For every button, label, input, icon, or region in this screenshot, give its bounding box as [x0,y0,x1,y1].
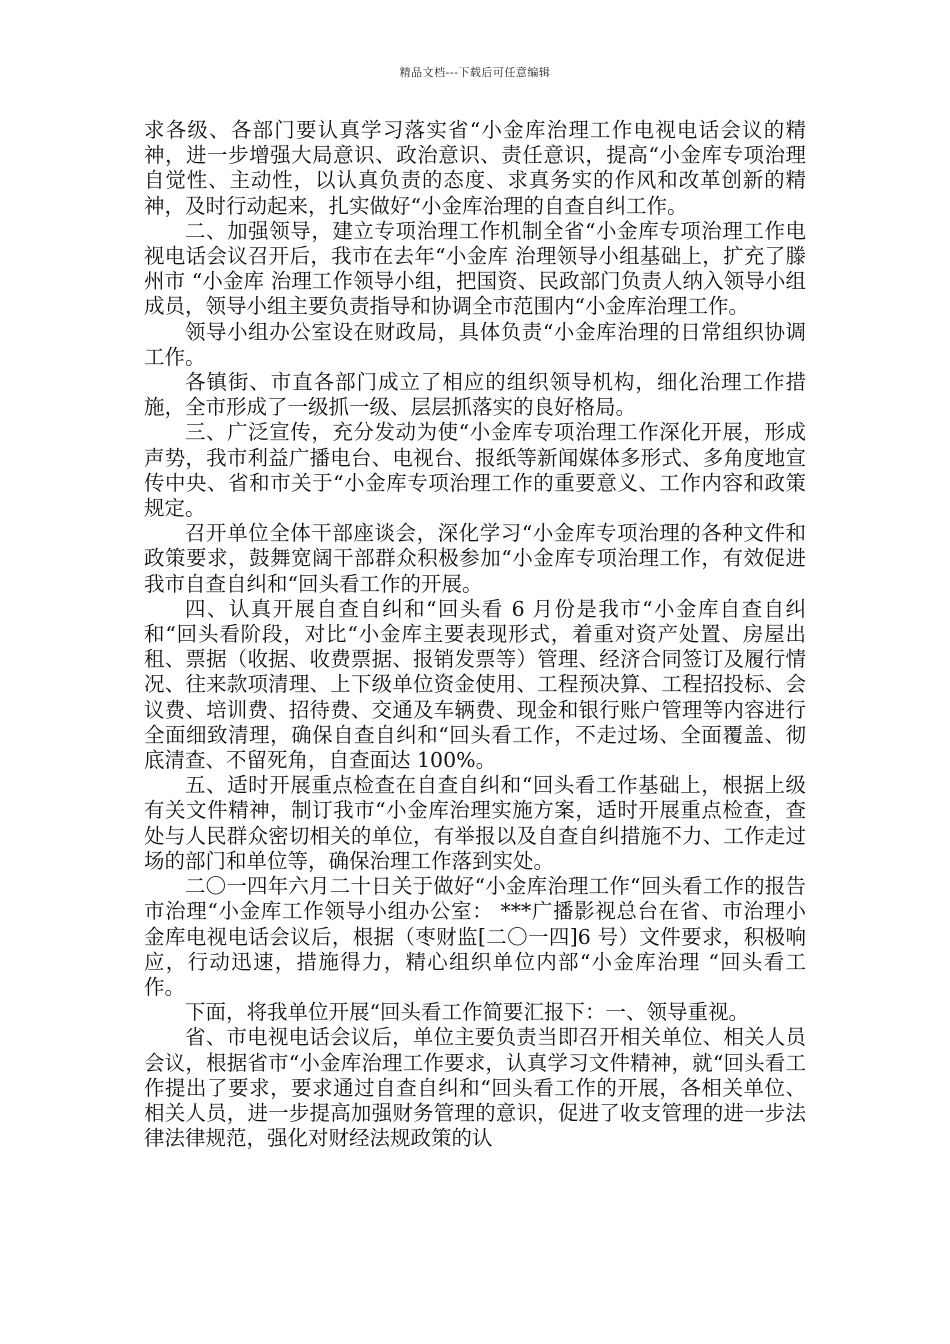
paragraph: 各镇街、市直各部门成立了相应的组织领导机构，细化治理工作措施，全市形成了一级抓一级、层层抓落实的良好格局。 [144,370,806,420]
paragraph: 四、认真开展自查自纠和“回头看 6 月份是我市“小金库自查自纠和“回头看阶段，对比“小金库主要表现形式，着重对资产处置、房屋出租、票据（收据、收费票据、报销发票等）管理、经济合同签订及履行情况、往来款项清理、上下级单位资金使用、工程预决算、工程招投标、会议费、培训费、招待费、交通及车辆费、现金和银行账户管理等内容进行全面细致清理，确保自查自纠和“回头看工作，不走过场、全面覆盖、彻底清查、不留死角，自查面达 100%。 [144,596,806,773]
paragraph: 领导小组办公室设在财政局，具体负责“小金库治理的日常组织协调工作。 [144,319,806,369]
paragraph: 下面，将我单位开展“回头看工作简要汇报下：一、领导重视。 [185,1000,749,1025]
paragraph: 召开单位全体干部座谈会，深化学习“小金库专项治理的各种文件和政策要求，鼓舞宽阔干部群众积极参加“小金库专项治理工作，有效促进我市自查自纠和“回头看工作的开展。 [144,521,806,596]
document-body [144,118,806,1151]
page-header: 精品文档---下载后可任意编辑 [399,66,551,79]
paragraph: 求各级、各部门要认真学习落实省“小金库治理工作电视电话会议的精神，进一步增强大局意识、政治意识、责任意识，提高“小金库专项治理自觉性、主动性，以认真负责的态度、求真务实的作风和改革创新的精神，及时行动起来，扎实做好“小金库治理的自查自纠工作。 [144,118,806,218]
paragraph: 五、适时开展重点检查在自查自纠和“回头看工作基础上，根据上级有关文件精神，制订我市“小金库治理实施方案，适时开展重点检查，查处与人民群众密切相关的单位，有举报以及自查自纠措施不力、工作走过场的部门和单位等，确保治理工作落到实处。 [144,773,806,873]
paragraph: 省、市电视电话会议后，单位主要负责当即召开相关单位、相关人员会议，根据省市“小金库治理工作要求，认真学习文件精神，就“回头看工作提出了要求，要求通过自查自纠和“回头看工作的开展，各相关单位、相关人员，进一步提高加强财务管理的意识，促进了收支管理的进一步法律法律规范，强化对财经法规政策的认 [144,1025,806,1151]
paragraph: 二、加强领导，建立专项治理工作机制全省“小金库专项治理工作电视电话会议召开后，我市在去年“小金库 治理领导小组基础上，扩充了滕州市 “小金库 治理工作领导小组，把国资、民政部门负责人纳入领导小组成员，领导小组主要负责指导和协调全市范围内“小金库治理工作。 [144,218,806,319]
paragraph: 三、广泛宣传，充分发动为使“小金库专项治理工作深化开展，形成声势，我市利益广播电台、电视台、报纸等新闻媒体多形式、多角度地宣传中央、省和市关于“小金库专项治理工作的重要意义、工作内容和政策规定。 [144,420,806,521]
paragraph: 二〇一四年六月二十日关于做好“小金库治理工作“回头看工作的报告市治理“小金库工作领导小组办公室： ***广播影视总台在省、市治理小金库电视电话会议后，根据（枣财监[二〇一四]6 号）文件要求，积极响应，行动迅速，措施得力，精心组织单位内部“小金库治理 “回头看工作。 [144,874,806,999]
